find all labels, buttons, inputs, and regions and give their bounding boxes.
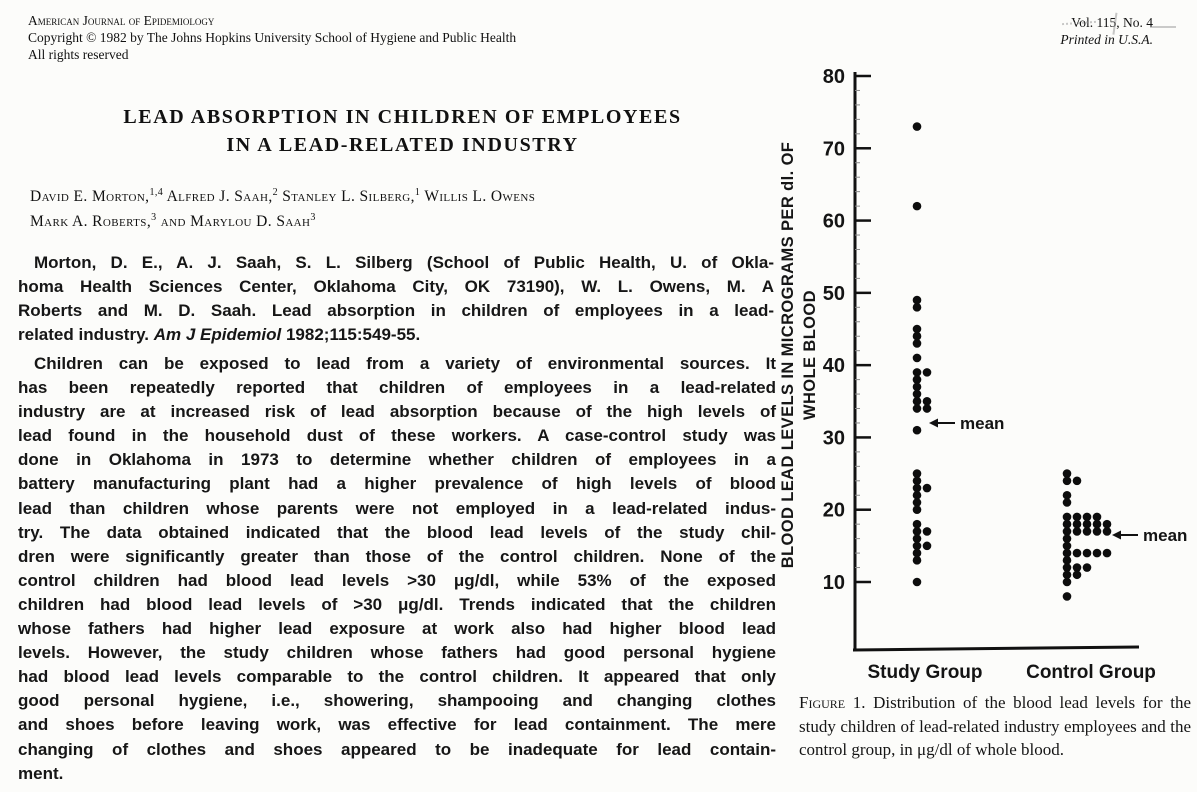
data-point <box>1073 476 1082 485</box>
data-point <box>913 578 922 587</box>
data-point <box>913 202 922 211</box>
mean-arrow-head <box>929 418 938 427</box>
figure-1-caption <box>799 691 1191 762</box>
data-point <box>1083 563 1092 572</box>
data-point <box>1073 549 1082 558</box>
data-point <box>913 556 922 565</box>
text-line: try. The data obtained indicated that the blood lead levels of the study chil- <box>18 522 776 542</box>
journal-name: American Journal of Epidemiology <box>28 13 215 28</box>
figure-1-plot <box>767 58 1197 708</box>
data-point <box>913 122 922 131</box>
text-line: lead found in the household dust of these workers. A case-control study was <box>18 426 776 446</box>
figure-caption-text: Distribution of the blood lead levels for the study children of lead-related industry employees and the control group, in μg/dl of whole blood. <box>799 693 1191 759</box>
data-point <box>1083 549 1092 558</box>
text-line: levels. However, the study children whose fathers had good personal hygiene <box>18 643 776 663</box>
text-line: had blood lead levels comparable to the control children. It appeared that only <box>18 667 776 687</box>
data-point <box>913 354 922 363</box>
text-line: Roberts and M. D. Saah. Lead absorption in children of employees in a lead- <box>18 301 774 320</box>
data-point <box>923 542 932 551</box>
data-point <box>913 339 922 348</box>
text-line: Mark A. Roberts,$^3$ and Marylou D. Saah$^3$ <box>30 212 316 231</box>
y-tick-label: 30 <box>822 427 845 450</box>
figure-1-svg <box>767 58 1197 708</box>
rights-line: All rights reserved <box>28 47 129 62</box>
data-point <box>923 404 932 413</box>
handwritten-mark <box>1150 26 1176 28</box>
y-tick-label: 10 <box>822 572 845 594</box>
volume-number: Vol. 115, No. 4 <box>1071 15 1153 30</box>
text-line: industry are at increased risk of lead absorption because of the high levels of <box>18 402 776 422</box>
y-tick-label: 80 <box>822 65 845 88</box>
data-point <box>923 484 932 493</box>
text-line: lead than children whose parents were not employed in a lead-related indus- <box>18 498 776 518</box>
text-line: done in Oklahoma in 1973 to determine whether children of employees in a <box>18 450 776 470</box>
citation-paragraph <box>18 251 774 347</box>
data-point <box>1093 549 1102 558</box>
data-point <box>913 505 922 514</box>
y-tick-label: 50 <box>822 282 845 305</box>
x-category-label: Control Group <box>1026 662 1156 683</box>
text-line: control children had blood lead levels >30 μg/dl, while 53% of the exposed <box>18 570 776 590</box>
data-point <box>1073 527 1082 536</box>
data-point <box>1063 578 1072 587</box>
text-line: ment. <box>18 763 64 783</box>
mean-label: mean <box>960 413 1005 433</box>
text-line: homa Health Sciences Center, Oklahoma City, OK 73190), W. L. Owens, M. A <box>18 277 774 296</box>
data-point <box>913 426 922 435</box>
text-line: dren were significantly greater than those of the control children. None of the <box>18 546 776 566</box>
text-line: related industry. Am J Epidemiol 1982;115:549-55. <box>18 325 421 344</box>
mean-arrow-head <box>1112 531 1121 540</box>
data-point <box>1073 570 1082 579</box>
journal-header <box>28 12 516 63</box>
abstract-text <box>18 352 776 786</box>
copyright-line: Copyright © 1982 by The Johns Hopkins University School of Hygiene and Public Health <box>28 30 517 45</box>
article-title <box>30 103 775 159</box>
data-point <box>913 303 922 312</box>
mean-label: mean <box>1143 526 1188 546</box>
y-axis-title-line-2: WHOLE BLOOD <box>801 290 819 420</box>
text-line: David E. Morton,$^{1,4}$ Alfred J. Saah,$^2$ Stanley L. Silberg,$^1$ Willis L. Owens <box>30 187 536 206</box>
text-line: good personal hygiene, i.e., showering, shampooing and changing clothes <box>18 691 776 711</box>
text-line: has been repeatedly reported that children of employees in a lead-related <box>18 378 776 398</box>
y-tick-label: 40 <box>822 355 845 378</box>
y-axis-title-line-1: BLOOD LEAD LEVELS IN MICROGRAMS PER dl. OF <box>779 141 797 569</box>
text-line: battery manufacturing plant had a higher prevalence of high levels of blood <box>18 474 776 494</box>
text-line: Children can be exposed to lead from a variety of environmental sources. It <box>34 354 776 373</box>
x-category-label: Study Group <box>867 662 983 683</box>
printed-in-line: Printed in U.S.A. <box>1060 32 1153 47</box>
title-line-1: LEAD ABSORPTION IN CHILDREN OF EMPLOYEES <box>123 106 682 128</box>
figure-caption-label: Figure 1. <box>799 693 866 712</box>
text-line: and shoes before leaving work, was effective for lead containment. The mere <box>18 715 776 735</box>
y-tick-label: 20 <box>822 499 845 522</box>
data-point <box>1063 476 1072 485</box>
data-point <box>923 527 932 536</box>
data-point <box>1063 592 1072 601</box>
y-tick-label: 60 <box>822 210 845 233</box>
x-axis-line <box>853 647 1139 650</box>
text-line: children had blood lead levels of >30 μg/dl. Trends indicated that the children <box>18 594 776 614</box>
y-tick-label: 70 <box>822 138 845 161</box>
data-point <box>1063 498 1072 507</box>
data-point <box>923 368 932 377</box>
data-point <box>1083 527 1092 536</box>
data-point <box>1093 527 1102 536</box>
title-line-2: IN A LEAD-RELATED INDUSTRY <box>226 134 579 156</box>
data-point <box>1103 549 1112 558</box>
data-point <box>1103 527 1112 536</box>
text-line: Morton, D. E., A. J. Saah, S. L. Silberg (School of Public Health, U. of Okla- <box>34 253 774 272</box>
text-line: whose fathers had higher lead exposure at work also had higher blood lead <box>18 619 776 639</box>
data-point <box>913 404 922 413</box>
text-line: changing of clothes and shoes appeared to be inadequate for lead contain- <box>18 739 776 759</box>
author-list <box>30 182 775 232</box>
